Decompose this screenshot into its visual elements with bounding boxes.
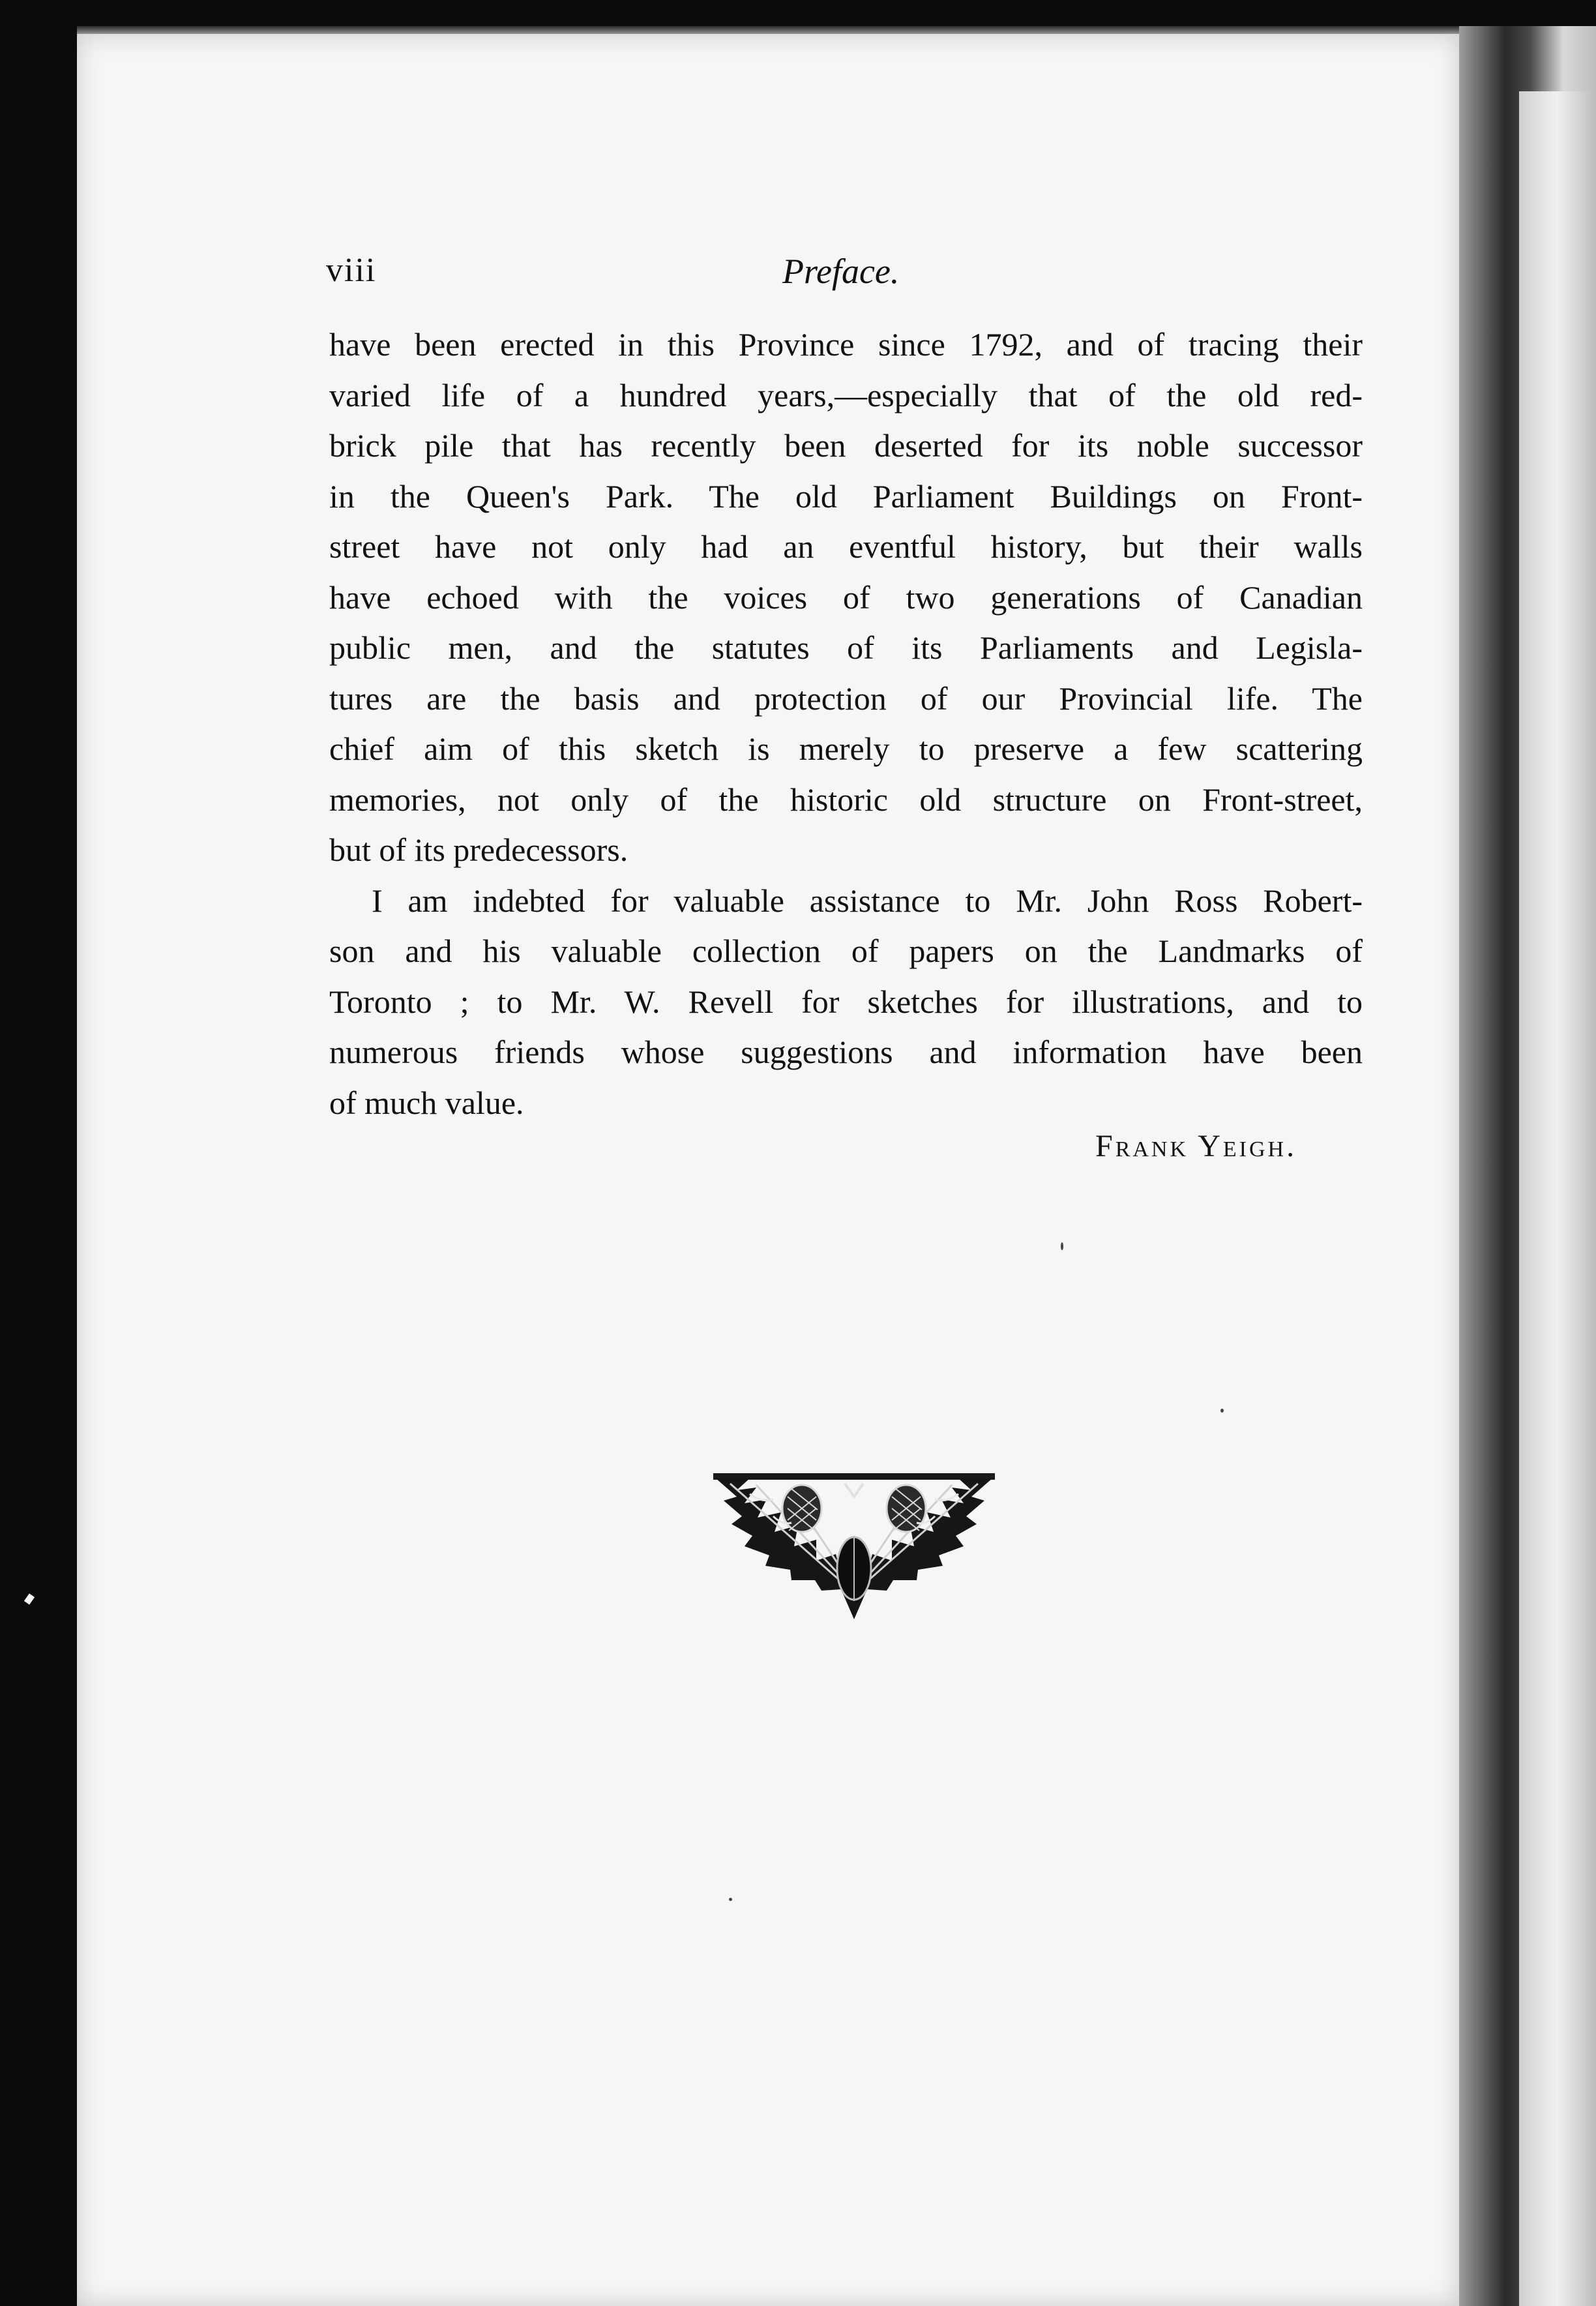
text-line: chief aim of this sketch is merely to preserve a few scattering xyxy=(329,730,1363,767)
ink-speck xyxy=(729,1898,732,1901)
text-line: Toronto ; to Mr. W. Revell for sketches for illustrations, and to xyxy=(329,983,1363,1020)
scan-artifact xyxy=(24,1593,35,1604)
ink-speck xyxy=(1220,1409,1224,1413)
text-line: tures are the basis and protection of our Provincial life. The xyxy=(329,680,1363,717)
text-line: in the Queen's Park. The old Parliament Buildings on Front- xyxy=(329,477,1363,515)
ink-speck xyxy=(1061,1242,1063,1250)
running-title: Preface. xyxy=(782,252,900,291)
text-line: brick pile that has recently been deserted for its noble successor xyxy=(329,427,1363,464)
page-number: viii xyxy=(326,252,377,289)
text-line: but of its predecessors. xyxy=(329,831,628,868)
scan-left-margin xyxy=(0,0,77,2306)
paragraph-2 xyxy=(329,876,1363,1129)
text-line: varied life of a hundred years,—especially that of the old red- xyxy=(329,376,1363,413)
text-line: I am indebted for valuable assistance to Mr. John Ross Robert- xyxy=(372,882,1363,919)
text-line: have echoed with the voices of two generations of Canadian xyxy=(329,578,1363,616)
running-head xyxy=(326,251,1369,297)
preface-body xyxy=(329,320,1363,1128)
text-line: public men, and the statutes of its Parliaments and Legisla- xyxy=(329,629,1363,666)
text-line: memories, not only of the historic old structure on Front-street, xyxy=(329,781,1363,818)
next-page-edge xyxy=(1519,91,1596,2306)
author-signature: Frank Yeigh. xyxy=(1095,1129,1297,1163)
text-line: street have not only had an eventful history, but their walls xyxy=(329,528,1363,565)
text-line: of much value. xyxy=(329,1084,524,1121)
thistle-ornament-icon xyxy=(711,1471,998,1621)
text-line: son and his valuable collection of papers on the Landmarks of xyxy=(329,933,1363,969)
paragraph-1 xyxy=(329,320,1363,876)
text-line: numerous friends whose suggestions and information have been xyxy=(329,1034,1363,1070)
text-line: have been erected in this Province since 1792, and of tracing their xyxy=(329,326,1363,363)
